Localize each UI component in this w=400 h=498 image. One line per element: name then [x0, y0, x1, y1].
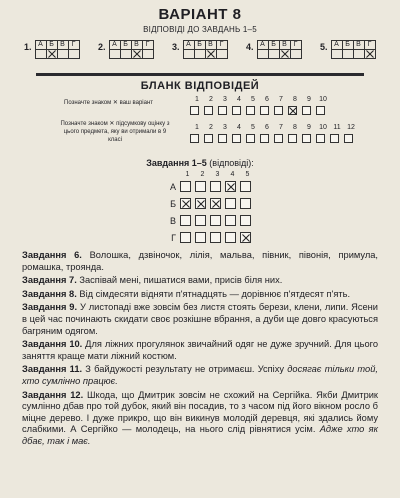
x-mark-icon	[211, 199, 220, 208]
letter-cell: А	[331, 41, 342, 50]
answer-table	[35, 40, 80, 59]
task-paragraph	[22, 275, 378, 287]
box-number: 2	[209, 124, 213, 131]
answer-number: 4.	[246, 42, 254, 52]
answer-box[interactable]	[268, 50, 279, 59]
box-number: 7	[279, 96, 283, 103]
letter-cell: Г	[142, 41, 153, 50]
grid-number: 1	[185, 171, 190, 178]
choice-box[interactable]	[204, 134, 213, 143]
choice-box[interactable]	[260, 106, 269, 115]
letter-cell: В	[57, 41, 68, 50]
answer-number: 5.	[320, 42, 328, 52]
box-number: 3	[223, 124, 227, 131]
answer-box[interactable]	[257, 50, 268, 59]
answer-number: 2.	[98, 42, 106, 52]
grid-box[interactable]	[240, 198, 251, 209]
box-number: 9	[307, 96, 311, 103]
choice-box[interactable]	[274, 134, 283, 143]
grid-box[interactable]	[195, 215, 206, 226]
grid-row-letter: Б	[170, 198, 176, 209]
grid-row-Б	[162, 198, 255, 209]
grid-box[interactable]	[210, 181, 221, 192]
tasks-list	[22, 250, 378, 450]
choice-box[interactable]	[204, 106, 213, 115]
grid-box[interactable]	[225, 198, 236, 209]
variant-boxes	[190, 106, 330, 115]
blank-title: БЛАНК ВІДПОВІДЕЙ	[140, 80, 260, 92]
divider-line	[36, 73, 364, 76]
task-number: Завдання 8.	[22, 288, 77, 299]
grade-numbers	[190, 124, 358, 131]
answer-box[interactable]	[120, 50, 131, 59]
answer-box[interactable]	[342, 50, 353, 59]
page-subtitle: ВІДПОВІДІ ДО ЗАВДАНЬ 1–5	[143, 25, 257, 34]
x-mark-icon	[226, 182, 235, 191]
x-mark-icon	[181, 199, 190, 208]
grid-number: 5	[245, 171, 250, 178]
answer-box[interactable]	[142, 50, 153, 59]
x-mark-icon	[289, 107, 296, 114]
answer-number: 1.	[24, 42, 32, 52]
grid-box[interactable]	[180, 181, 191, 192]
grid-box[interactable]	[225, 181, 236, 192]
answer-group-5	[320, 40, 376, 59]
task-paragraph	[22, 302, 378, 337]
box-number: 12	[347, 124, 355, 131]
letter-cell: Б	[194, 41, 205, 50]
tasks-1-5-rest: (відповіді):	[206, 158, 254, 168]
choice-box[interactable]	[316, 106, 325, 115]
choice-box[interactable]	[190, 106, 199, 115]
grade-boxes	[190, 134, 358, 143]
task-italic-text: досягає тільки той, хто сумлінно працює.	[22, 364, 378, 386]
letter-cell: Б	[46, 41, 57, 50]
choice-box[interactable]	[330, 134, 339, 143]
box-number: 1	[195, 124, 199, 131]
box-number: 2	[209, 96, 213, 103]
box-number: 10	[319, 124, 327, 131]
choice-box[interactable]	[344, 134, 353, 143]
grid-row-А	[162, 181, 255, 192]
answer-table	[109, 40, 154, 59]
task-text: Шкода, що Дмитрик зовсім не схожий на Сергійка. Якби Дмитрик сумлінно дбав про той дубок, який він посадив, то з часом під його вікном росло б міцне дерево. І дуже прикро, що він викинув молодій деревця, які здались йому слабкими. А Сергійко — молодець, на нього слід рівнятися усім.	[22, 389, 379, 435]
x-mark-icon	[241, 233, 250, 242]
choice-box[interactable]	[274, 106, 283, 115]
answer-box[interactable]	[194, 50, 205, 59]
grid-box[interactable]	[240, 215, 251, 226]
answer-box[interactable]	[364, 50, 375, 59]
box-number: 5	[251, 96, 255, 103]
answer-table	[257, 40, 302, 59]
answer-box[interactable]	[57, 50, 68, 59]
letter-cell: Б	[120, 41, 131, 50]
box-number: 4	[237, 124, 241, 131]
grid-box[interactable]	[195, 181, 206, 192]
grid-row-Г	[162, 232, 255, 243]
choice-box[interactable]	[260, 134, 269, 143]
task-paragraph	[22, 250, 378, 273]
x-mark-icon	[132, 50, 142, 58]
task-paragraph	[22, 339, 378, 362]
grid-box[interactable]	[210, 232, 221, 243]
box-number: 8	[293, 124, 297, 131]
task-paragraph	[22, 390, 378, 448]
task-text: Заспівай мені, пишатися вами, присів біля них.	[76, 275, 283, 286]
choice-box[interactable]	[246, 134, 255, 143]
grid-box[interactable]	[210, 198, 221, 209]
answer-box[interactable]	[131, 50, 142, 59]
letter-cell: В	[279, 41, 290, 50]
task-text: Волошка, дзвіночок, лілія, мальва, півник, півонія, примула, ромашка, троянда.	[22, 250, 379, 272]
letter-cell: А	[35, 41, 46, 50]
tasks-1-5-heading	[0, 158, 400, 168]
answer-table	[331, 40, 376, 59]
task-number: Завдання 10.	[22, 339, 83, 350]
grid-row-letter: В	[169, 215, 176, 226]
task-text: Для ліжних прогулянок звичайний одяг не дуже зручний. Для цього заняття краще мати ліжний костюм.	[22, 339, 379, 361]
task-text: З байдужості результату не отримаєш. Успіху	[82, 364, 288, 375]
grid-number: 3	[215, 171, 220, 178]
answer-table	[183, 40, 228, 59]
task-number: Завдання 11.	[22, 364, 83, 375]
answer-box[interactable]	[353, 50, 364, 59]
choice-box[interactable]	[302, 106, 311, 115]
answer-box[interactable]	[183, 50, 194, 59]
answer-box[interactable]	[331, 50, 342, 59]
box-number: 5	[251, 124, 255, 131]
grid-row-В	[162, 215, 255, 226]
letter-cell: А	[109, 41, 120, 50]
grid-box[interactable]	[180, 215, 191, 226]
grid-box[interactable]	[195, 198, 206, 209]
letter-cell: Г	[68, 41, 79, 50]
task-paragraph	[22, 289, 378, 301]
grid-box[interactable]	[240, 232, 251, 243]
box-number: 6	[265, 96, 269, 103]
letter-cell: Б	[268, 41, 279, 50]
choice-box[interactable]	[232, 134, 241, 143]
grid-box[interactable]	[225, 232, 236, 243]
tasks-1-5-bold: Завдання 1–5	[146, 158, 207, 168]
grid-box[interactable]	[180, 198, 191, 209]
x-mark-icon	[280, 50, 290, 58]
choice-box[interactable]	[218, 134, 227, 143]
letter-cell: В	[353, 41, 364, 50]
choice-box[interactable]	[246, 106, 255, 115]
answer-grid-numbers	[180, 171, 255, 178]
answer-number: 3.	[172, 42, 180, 52]
choice-box[interactable]	[316, 134, 325, 143]
answer-box[interactable]	[279, 50, 290, 59]
task-number: Завдання 7.	[22, 275, 77, 286]
task-text: У листопаді вже зовсім без листя стоять берези, клени, липи. Ясени в цей час починають скидати своє розкішне вбрання, а дуби ще довго красуються багряним одягом.	[22, 302, 379, 336]
letter-cell: В	[205, 41, 216, 50]
choice-box[interactable]	[288, 134, 297, 143]
task-text: Від сімдесяти відняти п'ятнадцять — дорівнює п'ятдесят п'ять.	[76, 288, 351, 299]
box-number: 9	[307, 124, 311, 131]
choice-box[interactable]	[288, 106, 297, 115]
box-number: 6	[265, 124, 269, 131]
letter-cell: Г	[290, 41, 301, 50]
letter-cell: Г	[364, 41, 375, 50]
answer-group-2	[98, 40, 154, 59]
x-mark-icon	[206, 50, 216, 58]
task-number: Завдання 9.	[22, 302, 78, 313]
task-italic-text: Адже хто як дбає, так і має.	[22, 424, 378, 446]
answer-group-4	[246, 40, 302, 59]
box-number: 11	[333, 124, 341, 131]
task-paragraph	[22, 364, 378, 387]
box-number: 7	[279, 124, 283, 131]
answer-box[interactable]	[205, 50, 216, 59]
grid-number: 2	[200, 171, 205, 178]
grade-label: Позначте знаком ✕ підсумкову оцінку з цього предмета, яку ви отримали в 9 класі	[60, 121, 170, 143]
answer-group-3	[172, 40, 228, 59]
variant-label: Позначте знаком ✕ ваш варіант	[64, 100, 154, 106]
grid-box[interactable]	[195, 232, 206, 243]
task-number: Завдання 6.	[22, 250, 82, 260]
choice-box[interactable]	[190, 134, 199, 143]
box-number: 3	[223, 96, 227, 103]
answer-group-1	[24, 40, 80, 59]
letter-cell: Г	[216, 41, 227, 50]
grid-row-letter: А	[169, 181, 176, 192]
letter-cell: Б	[342, 41, 353, 50]
page-title: ВАРІАНТ 8	[158, 6, 242, 23]
grid-box[interactable]	[210, 215, 221, 226]
grid-box[interactable]	[180, 232, 191, 243]
answer-box[interactable]	[46, 50, 57, 59]
answer-box[interactable]	[68, 50, 79, 59]
top-answers-row	[24, 40, 390, 62]
x-mark-icon	[196, 199, 205, 208]
box-number: 8	[293, 96, 297, 103]
letter-cell: А	[257, 41, 268, 50]
letter-cell: А	[183, 41, 194, 50]
choice-box[interactable]	[302, 134, 311, 143]
grid-box[interactable]	[240, 181, 251, 192]
task-number: Завдання 12.	[22, 389, 84, 400]
x-mark-icon	[47, 50, 57, 58]
answer-box[interactable]	[109, 50, 120, 59]
grid-number: 4	[230, 171, 235, 178]
box-number: 10	[319, 96, 327, 103]
box-number: 1	[195, 96, 199, 103]
answer-box[interactable]	[290, 50, 301, 59]
answer-box[interactable]	[35, 50, 46, 59]
grid-row-letter: Г	[171, 232, 176, 243]
letter-cell: В	[131, 41, 142, 50]
choice-box[interactable]	[232, 106, 241, 115]
x-mark-icon	[365, 50, 375, 58]
variant-numbers	[190, 96, 330, 103]
choice-box[interactable]	[218, 106, 227, 115]
grid-box[interactable]	[225, 215, 236, 226]
box-number: 4	[237, 96, 241, 103]
answer-box[interactable]	[216, 50, 227, 59]
